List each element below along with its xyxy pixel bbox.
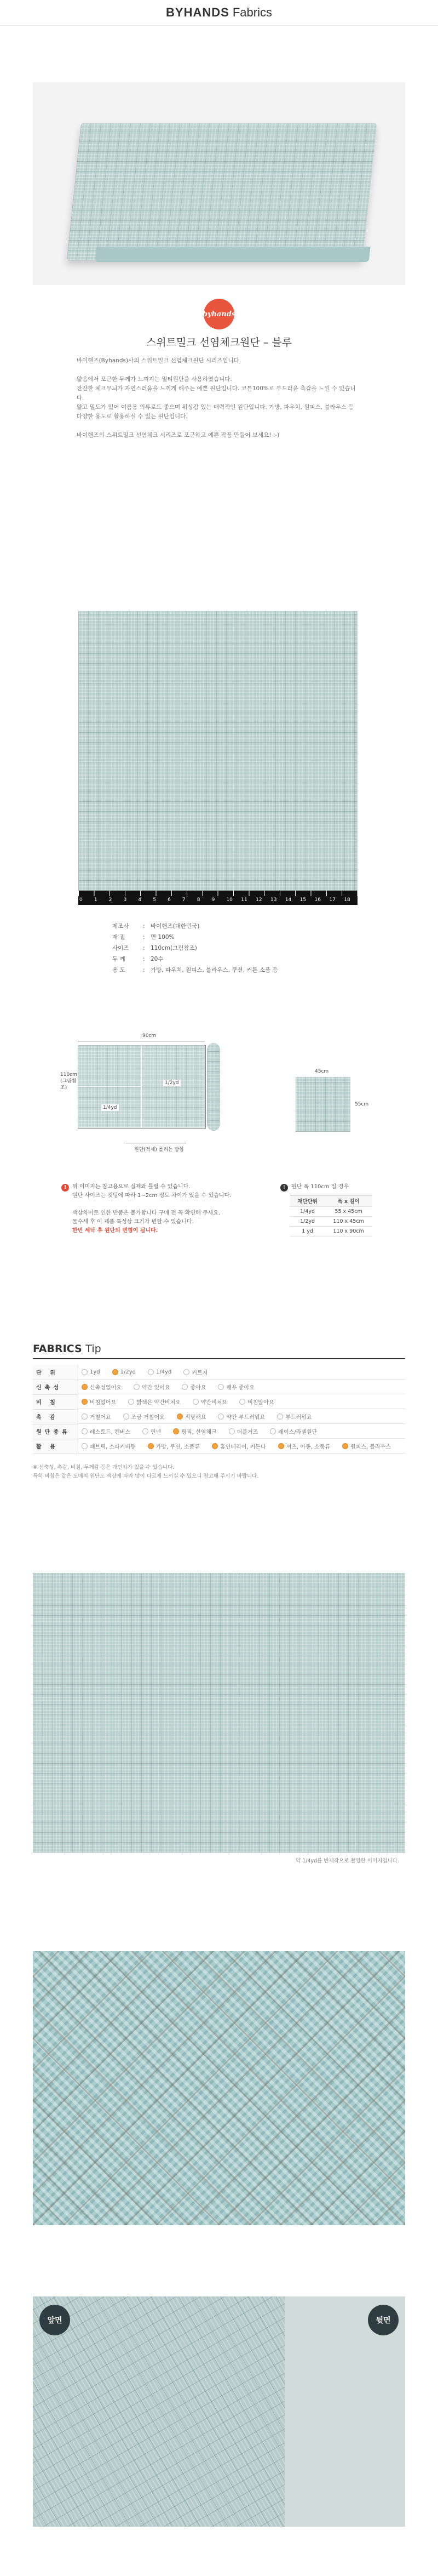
spec-row: 용 도 : 가방, 파우치, 원피스, 블라우스, 쿠션, 커튼 소품 등 <box>112 967 278 973</box>
tip-row <box>33 1365 405 1380</box>
tip-options <box>78 1424 405 1439</box>
radio-dot-icon <box>142 1428 148 1434</box>
ruler-number: 13 <box>270 897 277 903</box>
tips-notes: ※ 신축성, 촉감, 비침, 두께감 등은 개인차가 있을 수 있습니다. 특히 비침은 같은 도매의 원단도 색상에 따라 많이 다르게 느끼실 수 있으니 참고해 주시기 바랍니다. <box>33 1464 259 1479</box>
tip-row-header: 활 용 <box>33 1439 78 1454</box>
tip-row-header: 촉 감 <box>33 1409 78 1424</box>
ruler-number: 0 <box>79 897 83 903</box>
fabric-edge <box>95 247 371 262</box>
radio-dot-icon <box>277 1414 283 1420</box>
tip-option-label: 매우 좋아요 <box>226 1384 255 1391</box>
spec-row: 재 질 : 면 100% <box>112 934 175 941</box>
intro-line: 바이핸즈의 스위트밀크 선염체크 시리즈로 포근하고 예쁜 작품 만들어 보세요! :-) <box>77 432 280 438</box>
tip-option-label: 비침많아요 <box>247 1399 274 1406</box>
ruler-number: 2 <box>108 897 112 903</box>
tip-option-label: 약간 부드러워요 <box>226 1414 266 1421</box>
tip-row-header: 원단종류 <box>33 1424 78 1439</box>
radio-dot-icon <box>82 1428 88 1434</box>
tip-options <box>78 1439 405 1454</box>
warning-icon: ! <box>61 1184 69 1192</box>
tip-option <box>193 1398 227 1406</box>
ruler-number: 4 <box>138 897 142 903</box>
product-title: 스위트밀크 선염체크원단 – 블루 <box>146 337 292 349</box>
tip-option-label: 가방, 쿠션, 소품류 <box>155 1444 200 1450</box>
cut-table-caption: 원단 폭 110cm 일 경우 <box>291 1184 349 1190</box>
radio-dot-icon <box>82 1443 88 1449</box>
tip-option-label: 부드러워요 <box>285 1414 312 1421</box>
tip-option-label: 조금 거칠어요 <box>131 1414 165 1421</box>
tip-option <box>218 1412 265 1421</box>
tip-option <box>182 1383 206 1391</box>
ruler-number: 8 <box>197 897 200 903</box>
tip-option <box>270 1427 317 1435</box>
tip-option <box>177 1412 206 1421</box>
tip-option-label: 셔츠, 아동, 소품류 <box>286 1444 330 1450</box>
tip-option <box>278 1442 330 1450</box>
fabric-swatch-image <box>78 611 358 891</box>
radio-dot-icon <box>82 1399 88 1405</box>
tip-option-label: 패브릭, 소파커버등 <box>90 1444 136 1450</box>
tip-option <box>277 1412 312 1421</box>
photo-caption: 약 1/4yd를 반제작으로 촬영한 이미지입니다. <box>296 1858 399 1864</box>
radio-dot-icon <box>123 1414 129 1420</box>
width-label: 90cm <box>142 1033 157 1039</box>
radio-dot-icon <box>278 1443 284 1449</box>
tip-option <box>183 1368 208 1376</box>
ruler-number: 11 <box>241 897 247 903</box>
fabric-photo-closeup <box>33 1951 405 2225</box>
brand-name: BYHANDS <box>166 5 229 19</box>
tip-options <box>78 1380 405 1394</box>
tip-option <box>148 1369 171 1375</box>
tip-option-label: 평직, 선염체크 <box>181 1429 217 1435</box>
intro-line <box>77 421 361 431</box>
height-label: 110cm (그림참조) <box>60 1072 77 1091</box>
radio-dot-icon <box>148 1443 154 1449</box>
tip-option-label: 1/4yd <box>156 1369 172 1375</box>
tip-option-label: 약간 있어요 <box>141 1384 170 1391</box>
tip-option-label: 좋아요 <box>190 1384 206 1391</box>
spec-list <box>112 921 331 976</box>
tip-option-label: 신축성없어요 <box>90 1384 122 1391</box>
front-side-badge: 앞면 <box>39 2305 70 2335</box>
tip-option-label: 밝색은 약간비쳐요 <box>136 1399 181 1406</box>
radio-dot-icon <box>82 1369 88 1375</box>
radio-dot-icon <box>239 1399 245 1405</box>
product-description <box>77 356 361 440</box>
ruler-number: 7 <box>182 897 186 903</box>
fabric-photo-flat <box>33 1573 405 1853</box>
tip-option-label: 거칠어요 <box>90 1414 111 1421</box>
spec-row: 제조사 : 바이핸즈(대한민국) <box>112 923 200 930</box>
ruler-number: 18 <box>344 897 350 903</box>
radio-dot-icon <box>134 1384 140 1390</box>
brand-circle-logo: byhands <box>204 299 234 329</box>
tip-options <box>78 1409 405 1424</box>
small-swatch <box>296 1077 350 1132</box>
tip-option <box>82 1427 130 1435</box>
tip-option <box>239 1398 274 1406</box>
tip-option <box>212 1442 266 1450</box>
brand-logo[interactable] <box>0 0 438 25</box>
half-label: 1/2yd <box>163 1080 181 1086</box>
ruler-number: 12 <box>256 897 262 903</box>
tip-option-label: 린넨 <box>150 1429 162 1435</box>
ruler-number: 10 <box>226 897 233 903</box>
ruler-number: 14 <box>285 897 292 903</box>
tip-option-label: 원피스, 블라우스 <box>350 1444 391 1450</box>
tip-option <box>82 1442 136 1450</box>
tip-option <box>82 1412 111 1421</box>
spec-row: 사이즈 : 110cm(그림참조) <box>112 945 197 951</box>
radio-dot-icon <box>218 1414 224 1420</box>
tip-option <box>142 1427 161 1435</box>
radio-dot-icon <box>193 1399 199 1405</box>
back-side-badge: 뒷면 <box>368 2305 399 2335</box>
info-icon: ! <box>280 1184 288 1192</box>
quarter-label: 1/4yd <box>101 1104 119 1111</box>
tip-option <box>148 1442 200 1450</box>
tip-option <box>128 1398 180 1406</box>
fold-direction-label: 원단(적세) 롤리는 방향 <box>134 1147 184 1153</box>
tip-row-header: 단 위 <box>33 1365 78 1380</box>
radio-dot-icon <box>212 1443 218 1449</box>
small-height-label: 55cm <box>355 1102 369 1107</box>
tip-option-label: 1yd <box>90 1369 100 1375</box>
ruler-number: 3 <box>123 897 127 903</box>
cut-notes: 위 이미지는 참고용으로 실제와 틀릴 수 있습니다. 원단 사이즈는 컷팅에 따라 1~2cm 정도 차이가 있을 수 있습니다. 색상차이로 인한 반품은 불가합니다 구매 전 꼭 확인해 주세요. 물수세 후 이 제품 특성상 크기가 변할 수 있습니다. 한번 세탁 후 원단의 변형이 됩니다. <box>72 1184 232 1234</box>
tip-option-label: 약간비쳐요 <box>200 1399 228 1406</box>
tip-option-label: 레이스/라셀원단 <box>278 1429 318 1435</box>
fabric-roll <box>207 1043 220 1131</box>
tip-option <box>123 1412 165 1421</box>
radio-dot-icon <box>82 1414 88 1420</box>
radio-dot-icon <box>128 1399 134 1405</box>
tip-row <box>33 1380 405 1394</box>
radio-dot-icon <box>183 1369 189 1375</box>
brand-subtitle: Fabrics <box>232 5 272 19</box>
tip-option-label: 레스토드, 캔버스 <box>90 1429 130 1435</box>
tip-options <box>78 1394 405 1409</box>
ruler-number: 5 <box>153 897 156 903</box>
intro-line: 다양한 용도로 활용하실 수 있는 원단입니다. <box>77 413 188 420</box>
radio-dot-icon <box>218 1384 224 1390</box>
radio-dot-icon <box>82 1384 88 1390</box>
tip-option <box>342 1442 391 1450</box>
ruler-number: 15 <box>299 897 307 903</box>
tip-option <box>218 1383 254 1391</box>
tip-row <box>33 1394 405 1409</box>
intro-line <box>77 366 361 375</box>
tip-row-header: 비 침 <box>33 1394 78 1409</box>
intro-line: 얇고 밀도가 있어 여름용 의류로도 좋으며 워싱감 있는 매력적인 원단입니다. 가방, 파우치, 원피스, 블라우스 등 <box>77 404 354 411</box>
radio-dot-icon <box>342 1443 348 1449</box>
radio-dot-icon <box>148 1369 154 1375</box>
tip-option <box>82 1369 100 1375</box>
ruler-number: 9 <box>211 897 215 903</box>
radio-dot-icon <box>270 1428 276 1434</box>
tip-option-label: 적당해요 <box>185 1414 206 1421</box>
intro-line: 잔잔한 체크무늬가 자연스러움을 느끼게 해주는 예쁜 원단입니다. 코튼100%로 부드러운 촉감을 느낄 수 있습니다. <box>77 385 356 401</box>
intro-line: 얇음에서 포근한 두께가 느껴지는 멀티원단을 사용하였습니다. <box>77 376 232 383</box>
tip-option-label: 더블거즈 <box>237 1429 258 1435</box>
cut-diagram <box>60 1033 241 1159</box>
tips-table <box>33 1365 405 1454</box>
tip-option <box>173 1427 216 1435</box>
tip-option-label: 홈인테리어, 커튼다 <box>220 1444 266 1450</box>
folded-fabric-image <box>67 123 377 260</box>
tip-row-header: 신축성 <box>33 1380 78 1394</box>
tip-option-label: 비침없어요 <box>90 1399 117 1406</box>
small-width-label: 45cm <box>315 1069 329 1074</box>
ruler-number: 6 <box>168 897 171 903</box>
measure-ruler <box>78 891 358 905</box>
spec-row: 두 께 : 20수 <box>112 956 164 962</box>
radio-dot-icon <box>177 1414 183 1420</box>
ruler-number: 16 <box>314 897 321 903</box>
intro-line: 바이핸즈(Byhands)사의 스위트밀크 선염체크원단 시리즈입니다. <box>77 357 241 364</box>
tip-option <box>82 1383 122 1391</box>
tip-option-label: 커트지 <box>192 1370 208 1376</box>
tip-option <box>82 1398 116 1406</box>
radio-dot-icon <box>229 1428 235 1434</box>
tip-options <box>78 1365 405 1380</box>
ruler-number: 17 <box>329 897 336 903</box>
tip-option-label: 1/2yd <box>120 1369 136 1375</box>
radio-dot-icon <box>173 1428 179 1434</box>
tip-option <box>229 1427 258 1435</box>
tip-option <box>134 1383 170 1391</box>
cut-size-table: 재단단위 폭 x 길이 1/4yd 55 x 45cm 1/2yd 110 x 45cm 1 yd 110 x 90cm <box>290 1195 372 1236</box>
radio-dot-icon <box>112 1369 118 1375</box>
ruler-number: 1 <box>94 897 97 903</box>
tips-title: FABRICS Tip <box>33 1343 101 1355</box>
tip-option <box>112 1369 136 1375</box>
radio-dot-icon <box>182 1384 188 1390</box>
tip-row <box>33 1439 405 1454</box>
tip-row <box>33 1424 405 1439</box>
tip-row <box>33 1409 405 1424</box>
